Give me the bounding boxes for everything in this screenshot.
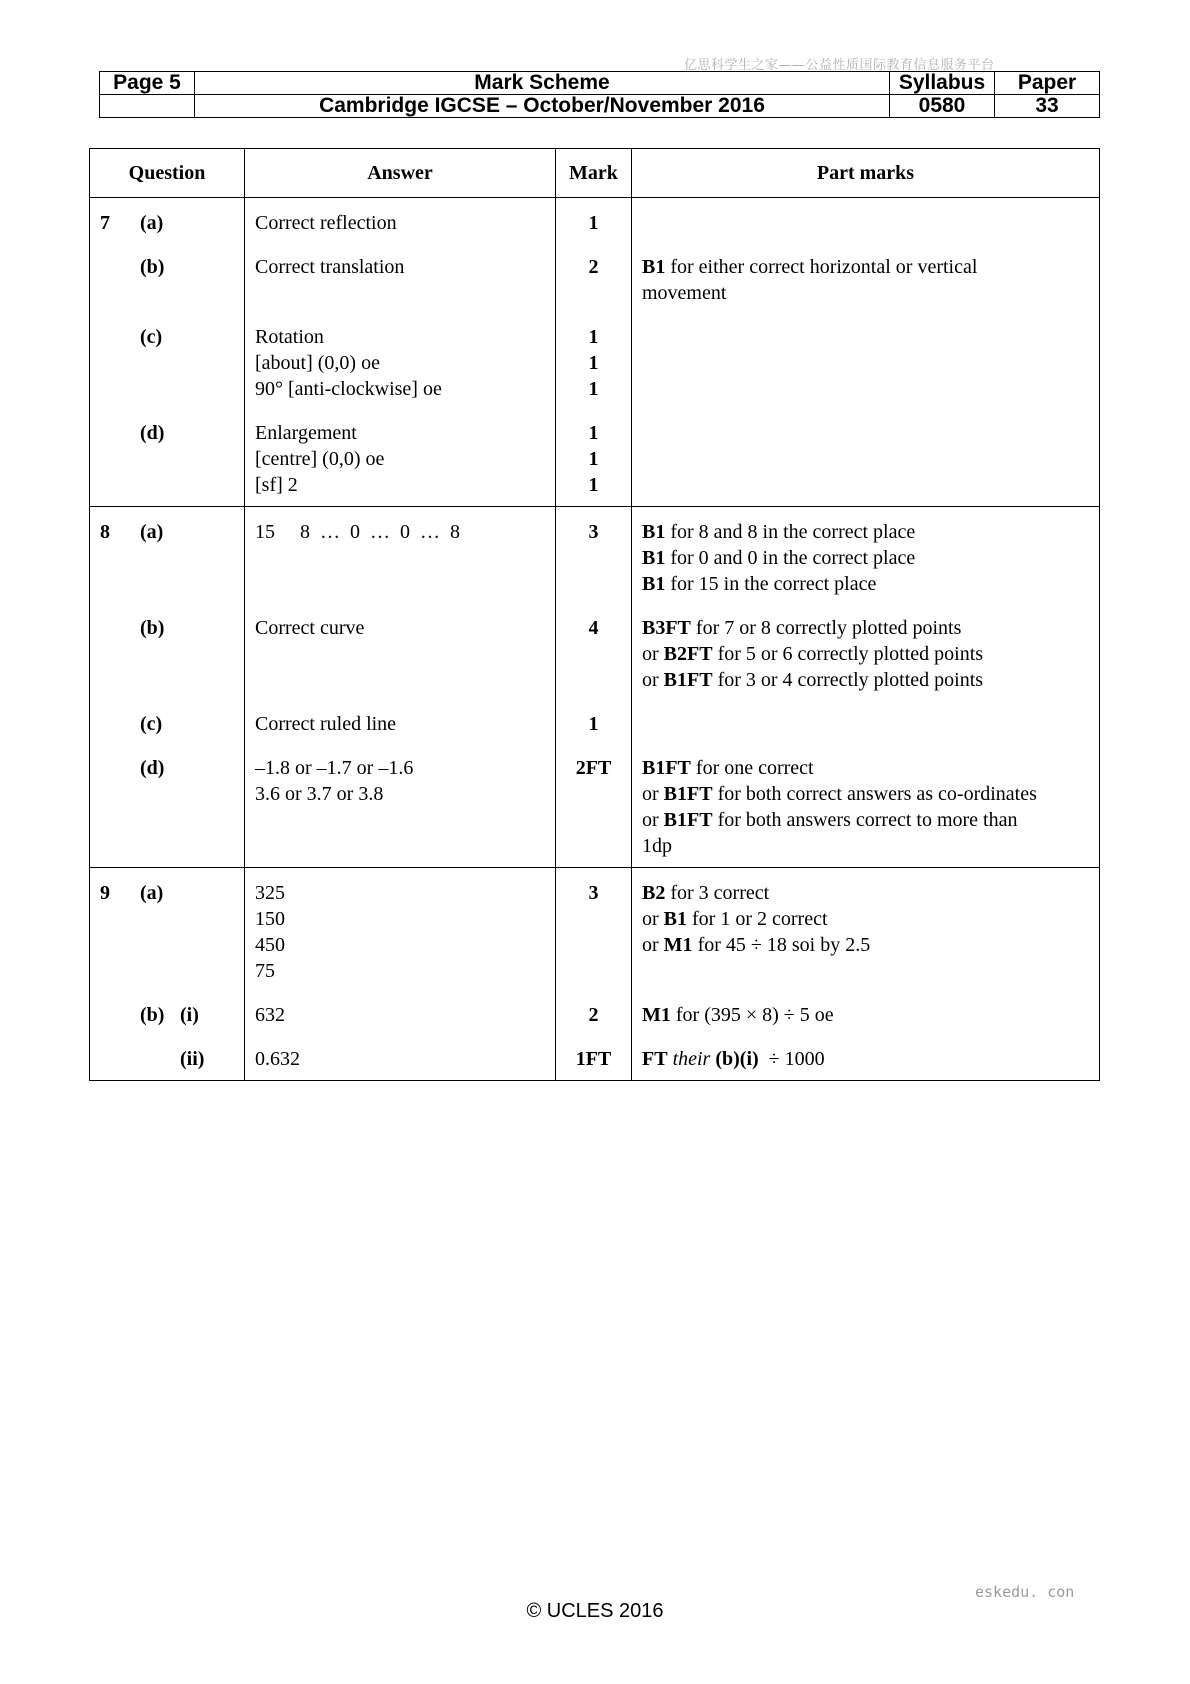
question-cell [90,597,245,693]
part-marks-text: for 3 or 4 correctly plotted points [712,669,984,691]
part-marks-text: for one correct [690,757,814,779]
answer-cell [245,402,556,507]
part-marks-cell [632,198,1100,237]
table-row [90,306,1100,402]
question-subpart: (i) [180,1004,199,1026]
part-marks-text: for both correct answers as co-ordinates [712,783,1037,805]
question-cell [90,693,245,737]
answer-cell [245,198,556,237]
mark-scheme-table [89,148,1100,1081]
mark-code: FT [642,1048,668,1070]
mark-cell [556,507,632,598]
question-number: 8 [100,521,110,543]
col-mark: Mark [556,149,632,198]
part-marks-text: their [672,1048,711,1070]
mark-code: B1FT [642,757,691,779]
mark-code: M1 [642,1004,671,1026]
part-marks-cell [632,868,1100,985]
mark-value: 1 [588,448,599,470]
col-question: Question [90,149,245,198]
table-row [90,597,1100,693]
col-part-marks: Part marks [632,149,1100,198]
table-row [90,236,1100,306]
mark-code: B2 [642,882,666,904]
answer-cell [245,306,556,402]
question-number: 9 [100,882,110,904]
part-marks-line [642,906,1089,932]
part-marks-text: for 8 and 8 in the correct place [665,521,916,543]
mark-code: B1FT [663,809,713,831]
part-marks-text: or [642,783,664,805]
mark-value: 1 [588,422,599,444]
mark-value: 3 [588,882,599,904]
answer-cell [245,868,556,985]
part-marks-text: or [642,669,664,691]
part-marks-line [642,932,1089,958]
answer-line: Correct ruled line [255,713,397,735]
mark-cell [556,1028,632,1081]
table-row [90,198,1100,237]
question-cell [90,198,245,237]
mark-value: 1 [588,352,599,374]
part-marks-cell [632,507,1100,598]
answer-line: 150 [255,908,285,930]
paper-label: Paper [995,72,1100,95]
question-cell [90,984,245,1028]
part-marks-cell [632,306,1100,402]
part-marks-cell [632,402,1100,507]
answer-line: Correct reflection [255,212,397,234]
header-blank [100,95,195,118]
answer-line: 15 8 … 0 … 0 … 8 [255,521,460,543]
part-marks-cell [632,1028,1100,1081]
mark-code: B1 [663,908,688,930]
table-row [90,868,1100,985]
mark-code: B3FT [642,617,691,639]
part-marks-line [642,667,1089,693]
answer-line: 325 [255,882,285,904]
part-marks-line [642,781,1089,807]
part-marks-text: for 0 and 0 in the correct place [665,547,916,569]
question-part: (c) [140,326,163,348]
part-marks-text: for 5 or 6 correctly plotted points [712,643,984,665]
answer-line: 632 [255,1004,285,1026]
part-marks-line [642,641,1089,667]
part-marks-line [642,571,1089,597]
mark-scheme-body [90,198,1100,1081]
mark-value: 2FT [575,757,612,779]
mark-code: (b)(i) [715,1048,759,1070]
part-marks-cell [632,236,1100,306]
mark-code: B1 [642,521,666,543]
answer-line: 90° [anti-clockwise] oe [255,378,442,400]
answer-line: 75 [255,960,275,982]
mark-cell [556,868,632,985]
answer-line: Correct curve [255,617,365,639]
mark-code: B1FT [663,783,713,805]
question-subpart: (ii) [180,1048,205,1070]
part-marks-line [642,254,1089,280]
part-marks-text: movement [642,282,727,304]
answer-cell [245,1028,556,1081]
mark-value: 2 [588,256,599,278]
answer-cell [245,597,556,693]
part-marks-line [642,545,1089,571]
answer-line: Enlargement [255,422,357,444]
question-part: (d) [140,422,165,444]
answer-line: Rotation [255,326,324,348]
table-row [90,402,1100,507]
mark-code: B2FT [663,643,713,665]
page-number: Page 5 [100,72,195,95]
syllabus-code: 0580 [890,95,995,118]
part-marks-text: for 15 in the correct place [665,573,877,595]
copyright: © UCLES 2016 [526,1600,664,1622]
mark-value: 3 [588,521,599,543]
mark-code: M1 [663,934,693,956]
table-row [90,984,1100,1028]
question-part: (b) [140,256,165,278]
mark-cell [556,597,632,693]
question-cell [90,1028,245,1081]
mark-value: 1 [588,326,599,348]
mark-value: 1 [588,713,599,735]
part-marks-text: for both answers correct to more than [712,809,1018,831]
mark-value: 1 [588,212,599,234]
part-marks-text: or [642,908,664,930]
header-table [99,71,1100,118]
part-marks-line [642,833,1089,859]
part-marks-line [642,615,1089,641]
table-row [90,507,1100,598]
answer-cell [245,693,556,737]
mark-value: 4 [588,617,599,639]
question-number: 7 [100,212,110,234]
table-row [90,1028,1100,1081]
question-part: (b) [140,617,165,639]
part-marks-line [642,1002,1089,1028]
syllabus-label: Syllabus [890,72,995,95]
site-label: eskedu. con [975,1583,1075,1601]
part-marks-line [642,880,1089,906]
mark-value: 1 [588,378,599,400]
question-part: (c) [140,713,163,735]
part-marks-line [642,280,1089,306]
mark-cell [556,306,632,402]
question-part: (a) [140,212,164,234]
part-marks-cell [632,984,1100,1028]
part-marks-text: for 3 correct [665,882,770,904]
part-marks-cell [632,693,1100,737]
part-marks-line [642,519,1089,545]
part-marks-cell [632,597,1100,693]
part-marks-line [642,755,1089,781]
question-cell [90,507,245,598]
col-answer: Answer [245,149,556,198]
answer-cell [245,984,556,1028]
answer-line: [about] (0,0) oe [255,352,380,374]
mark-cell [556,236,632,306]
question-part: (a) [140,882,164,904]
answer-line: –1.8 or –1.7 or –1.6 [255,757,414,779]
part-marks-text: or [642,934,664,956]
mark-cell [556,198,632,237]
question-part: (b) [140,1004,165,1026]
answer-line: [sf] 2 [255,474,298,496]
part-marks-text: for 45 ÷ 18 soi by 2.5 [692,934,871,956]
answer-line: 0.632 [255,1048,300,1070]
document-title: Mark Scheme [195,72,890,95]
part-marks-text: for (395 × 8) ÷ 5 oe [670,1004,834,1026]
mark-value: 2 [588,1004,599,1026]
part-marks-text: for 1 or 2 correct [687,908,828,930]
exam-session: Cambridge IGCSE – October/November 2016 [195,95,890,118]
answer-cell [245,737,556,868]
mark-code: B1 [642,547,666,569]
question-part: (a) [140,521,164,543]
answer-line: 3.6 or 3.7 or 3.8 [255,783,384,805]
question-cell [90,737,245,868]
question-cell [90,306,245,402]
part-marks-text: or [642,643,664,665]
part-marks-text: for either correct horizontal or vertical [665,256,978,278]
table-row [90,693,1100,737]
mark-code: B1 [642,573,666,595]
part-marks-text: ÷ 1000 [758,1048,825,1070]
mark-code: B1 [642,256,666,278]
part-marks-text: 1dp [642,835,672,857]
mark-value: 1FT [575,1048,612,1070]
mark-value: 1 [588,474,599,496]
answer-line: [centre] (0,0) oe [255,448,385,470]
question-part: (d) [140,757,165,779]
mark-cell [556,737,632,868]
answer-cell [245,236,556,306]
question-cell [90,868,245,985]
question-cell [90,236,245,306]
answer-cell [245,507,556,598]
part-marks-text: for 7 or 8 correctly plotted points [690,617,962,639]
mark-cell [556,693,632,737]
answer-line: Correct translation [255,256,405,278]
mark-code: B1FT [663,669,713,691]
mark-cell [556,402,632,507]
part-marks-text: or [642,809,664,831]
paper-number: 33 [995,95,1100,118]
part-marks-line [642,807,1089,833]
table-row [90,737,1100,868]
watermark: 亿思科学生之家——公益性质国际教育信息服务平台 [684,58,995,73]
question-cell [90,402,245,507]
part-marks-line [642,1046,1089,1072]
mark-cell [556,984,632,1028]
answer-line: 450 [255,934,285,956]
part-marks-cell [632,737,1100,868]
